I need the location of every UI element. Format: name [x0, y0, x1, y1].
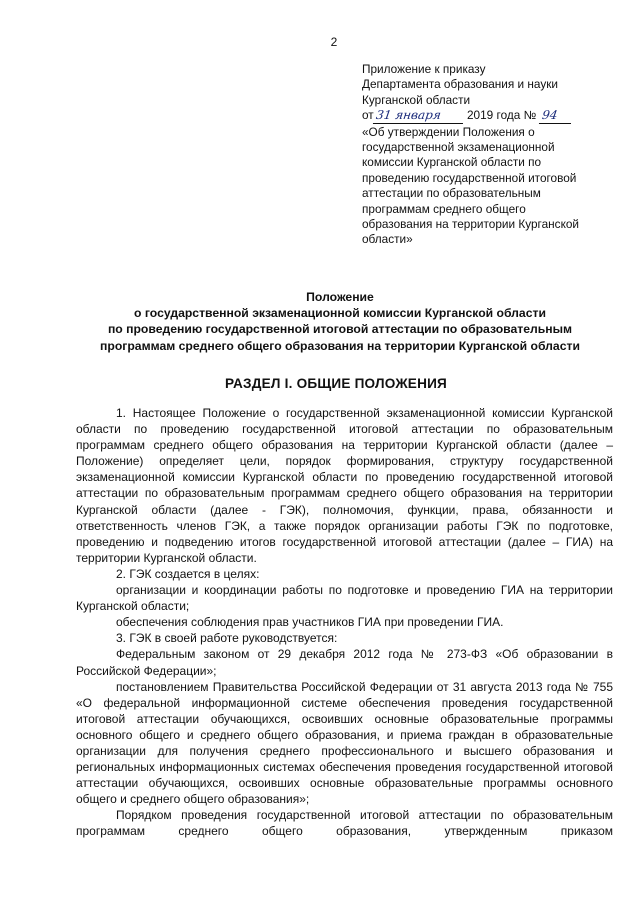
title-line: о государственной экзаменационной комиссии Курганской области: [134, 306, 546, 321]
annex-block: [362, 62, 622, 248]
annex-date-line: [362, 108, 622, 124]
annex-line: Приложение к приказу: [362, 62, 486, 76]
annex-year-text: 2019 года №: [467, 108, 537, 123]
annex-from-prefix: от: [362, 108, 374, 123]
title-line: по проведению государственной итоговой аттестации по образовательным: [107, 322, 573, 337]
annex-order-line: «Об утверждении Положения о: [362, 124, 535, 139]
paragraph: 1. Настоящее Положение о государственной экзаменационной комиссии Курганской области по проведению государственной итоговой аттестации по образовательным программам среднего общего образования на территории Курганской области (далее – Положение) определяет цели, порядок формирования, структуру государственной экзаменационной комиссии Курганской области по проведению государственной итоговой аттестации по образовательным программам среднего общего образования на территории Курганской области (далее - ГЭК), полномочия, функции, права, обязанности и ответственность членов ГЭК, а также порядок организации работы ГЭК по подготовке, проведению и подведению итогов государственной итоговой аттестации (далее – ГИА) на территории Курганской области.: [76, 406, 613, 565]
paragraph: организации и координации работы по подготовке и проведению ГИА на территории Курганской области;: [76, 583, 613, 614]
paragraph: Федеральным законом от 29 декабря 2012 года № 273-ФЗ «Об образовании в Российской Федерации»;: [76, 647, 613, 678]
annex-order-line: программам среднего общего: [362, 201, 526, 216]
annex-line: Департамента образования и науки: [362, 77, 558, 92]
paragraph: постановлением Правительства Российской Федерации от 31 августа 2013 года № 755 «О федеральной информационной системе обеспечения проведения государственной итоговой аттестации обучающихся, освоивших основные образовательные программы основного общего и среднего общего образования, и приема граждан в образовательные организации для получения среднего профессионального и высшего образования и региональных информационных системах обеспечения проведения государственной итоговой аттестации обучающихся, освоивших основные образовательные программы основного общего и среднего общего образования»;: [76, 679, 613, 807]
paragraph: 3. ГЭК в своей работе руководствуется:: [116, 631, 338, 646]
annex-order-line: государственной экзаменационной: [362, 140, 555, 155]
page-number: 2: [330, 35, 338, 49]
title-line: Положение: [306, 290, 374, 304]
annex-order-line: аттестации по образовательным: [362, 186, 541, 201]
body-text: [76, 405, 613, 840]
section-title: РАЗДЕЛ I. ОБЩИЕ ПОЛОЖЕНИЯ: [224, 376, 448, 391]
annex-order-line: проведению государственной итоговой: [362, 170, 577, 185]
paragraph: 2. ГЭК создается в целях:: [116, 566, 260, 581]
handwritten-date: 31 января: [373, 108, 465, 124]
annex-order-line: образования на территории Курганской: [362, 217, 580, 232]
annex-line: Курганской области: [362, 92, 471, 107]
title-line: программам среднего общего образования на территории Курганской области: [100, 338, 580, 353]
paragraph: Порядком проведения государственной итоговой аттестации по образовательным программам среднего общего образования, утвержденным приказом: [76, 808, 613, 839]
handwritten-number: 94: [538, 108, 572, 124]
annex-order-line: области»: [362, 232, 413, 247]
document-title: [40, 289, 640, 354]
annex-order-line: комиссии Курганской области по: [362, 155, 542, 170]
paragraph: обеспечения соблюдения прав участников ГИА при проведении ГИА.: [116, 615, 504, 630]
